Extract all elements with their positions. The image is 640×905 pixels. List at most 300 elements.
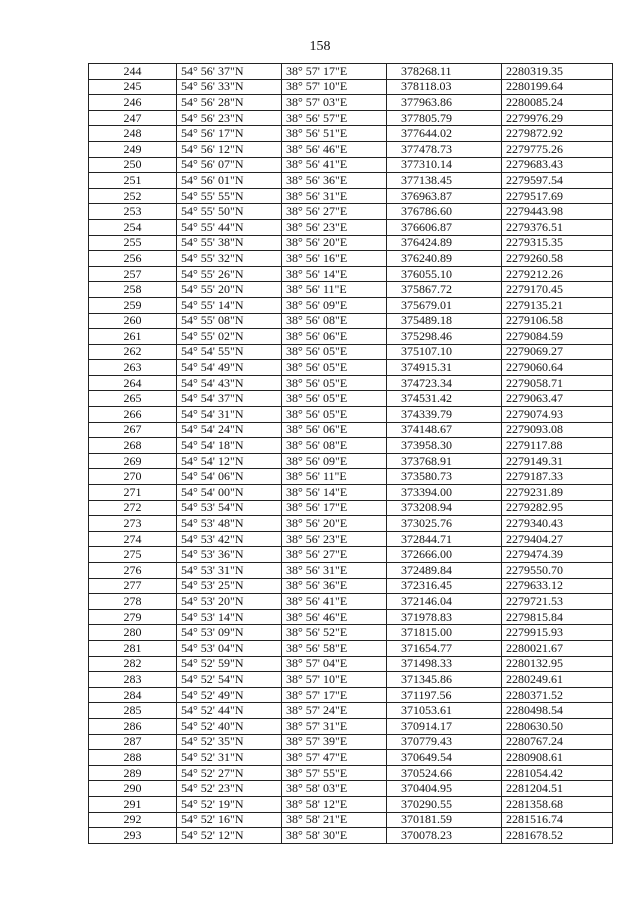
x-coordinate-cell: 373208.94: [387, 500, 502, 516]
x-coordinate-cell: 375298.46: [387, 329, 502, 345]
x-coordinate-cell: 371345.86: [387, 672, 502, 688]
x-coordinate-cell: 371197.56: [387, 687, 502, 703]
longitude-cell: 38° 56' 09"E: [282, 453, 387, 469]
point-number-cell: 284: [89, 687, 177, 703]
y-coordinate-cell: 2281678.52: [502, 828, 613, 844]
table-row: [89, 625, 613, 641]
latitude-cell: 54° 52' 44"N: [177, 703, 282, 719]
longitude-cell: 38° 56' 17"E: [282, 500, 387, 516]
longitude-cell: 38° 56' 08"E: [282, 438, 387, 454]
table-row: [89, 453, 613, 469]
table-row: [89, 578, 613, 594]
x-coordinate-cell: 370290.55: [387, 796, 502, 812]
latitude-cell: 54° 55' 44"N: [177, 219, 282, 235]
y-coordinate-cell: 2279721.53: [502, 594, 613, 610]
latitude-cell: 54° 54' 37"N: [177, 391, 282, 407]
table-row: [89, 188, 613, 204]
latitude-cell: 54° 56' 28"N: [177, 95, 282, 111]
longitude-cell: 38° 56' 05"E: [282, 360, 387, 376]
x-coordinate-cell: 373025.76: [387, 516, 502, 532]
latitude-cell: 54° 52' 35"N: [177, 734, 282, 750]
y-coordinate-cell: 2280021.67: [502, 640, 613, 656]
x-coordinate-cell: 374148.67: [387, 422, 502, 438]
latitude-cell: 54° 54' 43"N: [177, 375, 282, 391]
latitude-cell: 54° 53' 36"N: [177, 547, 282, 563]
point-number-cell: 258: [89, 282, 177, 298]
table-row: [89, 656, 613, 672]
y-coordinate-cell: 2279170.45: [502, 282, 613, 298]
x-coordinate-cell: 376424.89: [387, 235, 502, 251]
y-coordinate-cell: 2279282.95: [502, 500, 613, 516]
point-number-cell: 286: [89, 718, 177, 734]
longitude-cell: 38° 56' 23"E: [282, 531, 387, 547]
point-number-cell: 248: [89, 126, 177, 142]
latitude-cell: 54° 56' 07"N: [177, 157, 282, 173]
latitude-cell: 54° 54' 12"N: [177, 453, 282, 469]
latitude-cell: 54° 55' 08"N: [177, 313, 282, 329]
y-coordinate-cell: 2279517.69: [502, 188, 613, 204]
point-number-cell: 266: [89, 407, 177, 423]
x-coordinate-cell: 372146.04: [387, 594, 502, 610]
table-row: [89, 79, 613, 95]
latitude-cell: 54° 55' 55"N: [177, 188, 282, 204]
point-number-cell: 291: [89, 796, 177, 812]
table-row: [89, 609, 613, 625]
latitude-cell: 54° 53' 04"N: [177, 640, 282, 656]
longitude-cell: 38° 56' 05"E: [282, 407, 387, 423]
y-coordinate-cell: 2281204.51: [502, 781, 613, 797]
latitude-cell: 54° 54' 55"N: [177, 344, 282, 360]
point-number-cell: 267: [89, 422, 177, 438]
x-coordinate-cell: 372316.45: [387, 578, 502, 594]
x-coordinate-cell: 373394.00: [387, 485, 502, 501]
y-coordinate-cell: 2281358.68: [502, 796, 613, 812]
table-row: [89, 828, 613, 844]
x-coordinate-cell: 378118.03: [387, 79, 502, 95]
x-coordinate-cell: 375107.10: [387, 344, 502, 360]
table-row: [89, 781, 613, 797]
longitude-cell: 38° 56' 36"E: [282, 578, 387, 594]
y-coordinate-cell: 2279260.58: [502, 251, 613, 267]
table-row: [89, 375, 613, 391]
y-coordinate-cell: 2279633.12: [502, 578, 613, 594]
point-number-cell: 269: [89, 453, 177, 469]
point-number-cell: 251: [89, 173, 177, 189]
x-coordinate-cell: 371053.61: [387, 703, 502, 719]
x-coordinate-cell: 373958.30: [387, 438, 502, 454]
point-number-cell: 261: [89, 329, 177, 345]
latitude-cell: 54° 53' 31"N: [177, 563, 282, 579]
longitude-cell: 38° 56' 23"E: [282, 219, 387, 235]
y-coordinate-cell: 2280085.24: [502, 95, 613, 111]
point-number-cell: 247: [89, 110, 177, 126]
point-number-cell: 257: [89, 266, 177, 282]
y-coordinate-cell: 2279135.21: [502, 297, 613, 313]
x-coordinate-cell: 376606.87: [387, 219, 502, 235]
table-row: [89, 547, 613, 563]
longitude-cell: 38° 56' 31"E: [282, 188, 387, 204]
latitude-cell: 54° 53' 54"N: [177, 500, 282, 516]
longitude-cell: 38° 56' 05"E: [282, 391, 387, 407]
latitude-cell: 54° 52' 23"N: [177, 781, 282, 797]
table-row: [89, 687, 613, 703]
latitude-cell: 54° 53' 09"N: [177, 625, 282, 641]
y-coordinate-cell: 2279815.84: [502, 609, 613, 625]
x-coordinate-cell: 377963.86: [387, 95, 502, 111]
latitude-cell: 54° 55' 26"N: [177, 266, 282, 282]
latitude-cell: 54° 55' 02"N: [177, 329, 282, 345]
longitude-cell: 38° 58' 12"E: [282, 796, 387, 812]
x-coordinate-cell: 376786.60: [387, 204, 502, 220]
point-number-cell: 277: [89, 578, 177, 594]
longitude-cell: 38° 56' 08"E: [282, 313, 387, 329]
longitude-cell: 38° 57' 24"E: [282, 703, 387, 719]
x-coordinate-cell: 372489.84: [387, 563, 502, 579]
point-number-cell: 279: [89, 609, 177, 625]
x-coordinate-cell: 375489.18: [387, 313, 502, 329]
point-number-cell: 255: [89, 235, 177, 251]
latitude-cell: 54° 54' 31"N: [177, 407, 282, 423]
longitude-cell: 38° 58' 03"E: [282, 781, 387, 797]
table-row: [89, 313, 613, 329]
longitude-cell: 38° 56' 31"E: [282, 563, 387, 579]
point-number-cell: 280: [89, 625, 177, 641]
longitude-cell: 38° 56' 20"E: [282, 516, 387, 532]
point-number-cell: 283: [89, 672, 177, 688]
table-row: [89, 391, 613, 407]
y-coordinate-cell: 2280498.54: [502, 703, 613, 719]
longitude-cell: 38° 57' 10"E: [282, 672, 387, 688]
table-row: [89, 812, 613, 828]
point-number-cell: 249: [89, 141, 177, 157]
latitude-cell: 54° 52' 49"N: [177, 687, 282, 703]
point-number-cell: 254: [89, 219, 177, 235]
longitude-cell: 38° 56' 57"E: [282, 110, 387, 126]
x-coordinate-cell: 375679.01: [387, 297, 502, 313]
table-row: [89, 251, 613, 267]
y-coordinate-cell: 2280767.24: [502, 734, 613, 750]
table-row: [89, 282, 613, 298]
y-coordinate-cell: 2279550.70: [502, 563, 613, 579]
coordinates-table-body: [89, 64, 613, 844]
table-row: [89, 266, 613, 282]
table-row: [89, 344, 613, 360]
point-number-cell: 281: [89, 640, 177, 656]
table-row: [89, 110, 613, 126]
point-number-cell: 259: [89, 297, 177, 313]
y-coordinate-cell: 2279187.33: [502, 469, 613, 485]
latitude-cell: 54° 56' 23"N: [177, 110, 282, 126]
latitude-cell: 54° 52' 31"N: [177, 750, 282, 766]
table-row: [89, 235, 613, 251]
longitude-cell: 38° 57' 55"E: [282, 765, 387, 781]
latitude-cell: 54° 53' 20"N: [177, 594, 282, 610]
longitude-cell: 38° 57' 39"E: [282, 734, 387, 750]
longitude-cell: 38° 56' 27"E: [282, 204, 387, 220]
table-row: [89, 219, 613, 235]
longitude-cell: 38° 56' 11"E: [282, 282, 387, 298]
x-coordinate-cell: 374723.34: [387, 375, 502, 391]
y-coordinate-cell: 2279597.54: [502, 173, 613, 189]
y-coordinate-cell: 2280371.52: [502, 687, 613, 703]
table-row: [89, 640, 613, 656]
latitude-cell: 54° 56' 01"N: [177, 173, 282, 189]
x-coordinate-cell: 376963.87: [387, 188, 502, 204]
table-row: [89, 672, 613, 688]
point-number-cell: 252: [89, 188, 177, 204]
table-row: [89, 734, 613, 750]
latitude-cell: 54° 56' 33"N: [177, 79, 282, 95]
longitude-cell: 38° 57' 10"E: [282, 79, 387, 95]
latitude-cell: 54° 52' 19"N: [177, 796, 282, 812]
longitude-cell: 38° 58' 30"E: [282, 828, 387, 844]
point-number-cell: 250: [89, 157, 177, 173]
longitude-cell: 38° 56' 06"E: [282, 329, 387, 345]
y-coordinate-cell: 2279340.43: [502, 516, 613, 532]
table-row: [89, 329, 613, 345]
y-coordinate-cell: 2279315.35: [502, 235, 613, 251]
table-row: [89, 297, 613, 313]
point-number-cell: 265: [89, 391, 177, 407]
table-row: [89, 718, 613, 734]
latitude-cell: 54° 55' 20"N: [177, 282, 282, 298]
y-coordinate-cell: 2279872.92: [502, 126, 613, 142]
point-number-cell: 270: [89, 469, 177, 485]
point-number-cell: 268: [89, 438, 177, 454]
longitude-cell: 38° 56' 05"E: [282, 375, 387, 391]
longitude-cell: 38° 56' 52"E: [282, 625, 387, 641]
table-row: [89, 157, 613, 173]
point-number-cell: 253: [89, 204, 177, 220]
latitude-cell: 54° 52' 16"N: [177, 812, 282, 828]
point-number-cell: 282: [89, 656, 177, 672]
latitude-cell: 54° 55' 14"N: [177, 297, 282, 313]
x-coordinate-cell: 374915.31: [387, 360, 502, 376]
x-coordinate-cell: 370181.59: [387, 812, 502, 828]
x-coordinate-cell: 377138.45: [387, 173, 502, 189]
y-coordinate-cell: 2279683.43: [502, 157, 613, 173]
longitude-cell: 38° 56' 41"E: [282, 594, 387, 610]
x-coordinate-cell: 372844.71: [387, 531, 502, 547]
y-coordinate-cell: 2280249.61: [502, 672, 613, 688]
y-coordinate-cell: 2279443.98: [502, 204, 613, 220]
longitude-cell: 38° 56' 16"E: [282, 251, 387, 267]
x-coordinate-cell: 376055.10: [387, 266, 502, 282]
y-coordinate-cell: 2279404.27: [502, 531, 613, 547]
table-row: [89, 64, 613, 80]
y-coordinate-cell: 2280199.64: [502, 79, 613, 95]
longitude-cell: 38° 56' 06"E: [282, 422, 387, 438]
y-coordinate-cell: 2279117.88: [502, 438, 613, 454]
point-number-cell: 292: [89, 812, 177, 828]
y-coordinate-cell: 2279093.08: [502, 422, 613, 438]
x-coordinate-cell: 377805.79: [387, 110, 502, 126]
table-row: [89, 703, 613, 719]
table-row: [89, 422, 613, 438]
longitude-cell: 38° 56' 05"E: [282, 344, 387, 360]
latitude-cell: 54° 53' 25"N: [177, 578, 282, 594]
x-coordinate-cell: 378268.11: [387, 64, 502, 80]
x-coordinate-cell: 377644.02: [387, 126, 502, 142]
latitude-cell: 54° 52' 27"N: [177, 765, 282, 781]
point-number-cell: 275: [89, 547, 177, 563]
point-number-cell: 290: [89, 781, 177, 797]
table-row: [89, 173, 613, 189]
point-number-cell: 256: [89, 251, 177, 267]
x-coordinate-cell: 371978.83: [387, 609, 502, 625]
latitude-cell: 54° 52' 59"N: [177, 656, 282, 672]
point-number-cell: 276: [89, 563, 177, 579]
y-coordinate-cell: 2281516.74: [502, 812, 613, 828]
point-number-cell: 272: [89, 500, 177, 516]
point-number-cell: 287: [89, 734, 177, 750]
longitude-cell: 38° 56' 27"E: [282, 547, 387, 563]
y-coordinate-cell: 2280319.35: [502, 64, 613, 80]
table-row: [89, 594, 613, 610]
table-row: [89, 765, 613, 781]
point-number-cell: 260: [89, 313, 177, 329]
x-coordinate-cell: 370524.66: [387, 765, 502, 781]
y-coordinate-cell: 2279212.26: [502, 266, 613, 282]
point-number-cell: 244: [89, 64, 177, 80]
y-coordinate-cell: 2279106.58: [502, 313, 613, 329]
x-coordinate-cell: 370078.23: [387, 828, 502, 844]
latitude-cell: 54° 54' 06"N: [177, 469, 282, 485]
y-coordinate-cell: 2279063.47: [502, 391, 613, 407]
table-row: [89, 438, 613, 454]
y-coordinate-cell: 2279084.59: [502, 329, 613, 345]
x-coordinate-cell: 373768.91: [387, 453, 502, 469]
point-number-cell: 293: [89, 828, 177, 844]
latitude-cell: 54° 53' 48"N: [177, 516, 282, 532]
longitude-cell: 38° 56' 51"E: [282, 126, 387, 142]
longitude-cell: 38° 56' 36"E: [282, 173, 387, 189]
latitude-cell: 54° 55' 38"N: [177, 235, 282, 251]
longitude-cell: 38° 58' 21"E: [282, 812, 387, 828]
longitude-cell: 38° 57' 31"E: [282, 718, 387, 734]
y-coordinate-cell: 2279231.89: [502, 485, 613, 501]
point-number-cell: 264: [89, 375, 177, 391]
x-coordinate-cell: 375867.72: [387, 282, 502, 298]
y-coordinate-cell: 2280132.95: [502, 656, 613, 672]
table-row: [89, 407, 613, 423]
longitude-cell: 38° 56' 20"E: [282, 235, 387, 251]
y-coordinate-cell: 2279069.27: [502, 344, 613, 360]
latitude-cell: 54° 52' 40"N: [177, 718, 282, 734]
table-row: [89, 204, 613, 220]
x-coordinate-cell: 370404.95: [387, 781, 502, 797]
point-number-cell: 288: [89, 750, 177, 766]
longitude-cell: 38° 56' 11"E: [282, 469, 387, 485]
table-row: [89, 485, 613, 501]
latitude-cell: 54° 53' 42"N: [177, 531, 282, 547]
table-row: [89, 531, 613, 547]
y-coordinate-cell: 2279915.93: [502, 625, 613, 641]
y-coordinate-cell: 2279058.71: [502, 375, 613, 391]
latitude-cell: 54° 56' 17"N: [177, 126, 282, 142]
y-coordinate-cell: 2279376.51: [502, 219, 613, 235]
y-coordinate-cell: 2280630.50: [502, 718, 613, 734]
table-row: [89, 563, 613, 579]
table-row: [89, 95, 613, 111]
y-coordinate-cell: 2279149.31: [502, 453, 613, 469]
x-coordinate-cell: 370914.17: [387, 718, 502, 734]
latitude-cell: 54° 54' 24"N: [177, 422, 282, 438]
latitude-cell: 54° 56' 37"N: [177, 64, 282, 80]
y-coordinate-cell: 2280908.61: [502, 750, 613, 766]
longitude-cell: 38° 56' 14"E: [282, 266, 387, 282]
longitude-cell: 38° 57' 17"E: [282, 687, 387, 703]
point-number-cell: 289: [89, 765, 177, 781]
x-coordinate-cell: 376240.89: [387, 251, 502, 267]
x-coordinate-cell: 371498.33: [387, 656, 502, 672]
table-row: [89, 750, 613, 766]
longitude-cell: 38° 56' 09"E: [282, 297, 387, 313]
y-coordinate-cell: 2279060.64: [502, 360, 613, 376]
page-number: 158: [309, 39, 331, 54]
y-coordinate-cell: 2281054.42: [502, 765, 613, 781]
longitude-cell: 38° 57' 47"E: [282, 750, 387, 766]
table-row: [89, 141, 613, 157]
latitude-cell: 54° 53' 14"N: [177, 609, 282, 625]
x-coordinate-cell: 370779.43: [387, 734, 502, 750]
latitude-cell: 54° 55' 50"N: [177, 204, 282, 220]
point-number-cell: 278: [89, 594, 177, 610]
latitude-cell: 54° 54' 18"N: [177, 438, 282, 454]
point-number-cell: 273: [89, 516, 177, 532]
longitude-cell: 38° 56' 41"E: [282, 157, 387, 173]
point-number-cell: 285: [89, 703, 177, 719]
longitude-cell: 38° 56' 46"E: [282, 609, 387, 625]
table-row: [89, 796, 613, 812]
longitude-cell: 38° 57' 17"E: [282, 64, 387, 80]
table-row: [89, 126, 613, 142]
x-coordinate-cell: 371654.77: [387, 640, 502, 656]
point-number-cell: 271: [89, 485, 177, 501]
y-coordinate-cell: 2279775.26: [502, 141, 613, 157]
x-coordinate-cell: 371815.00: [387, 625, 502, 641]
longitude-cell: 38° 57' 03"E: [282, 95, 387, 111]
latitude-cell: 54° 52' 54"N: [177, 672, 282, 688]
longitude-cell: 38° 56' 46"E: [282, 141, 387, 157]
x-coordinate-cell: 374531.42: [387, 391, 502, 407]
x-coordinate-cell: 370649.54: [387, 750, 502, 766]
y-coordinate-cell: 2279074.93: [502, 407, 613, 423]
point-number-cell: 246: [89, 95, 177, 111]
x-coordinate-cell: 377310.14: [387, 157, 502, 173]
latitude-cell: 54° 54' 49"N: [177, 360, 282, 376]
latitude-cell: 54° 56' 12"N: [177, 141, 282, 157]
latitude-cell: 54° 55' 32"N: [177, 251, 282, 267]
point-number-cell: 245: [89, 79, 177, 95]
longitude-cell: 38° 56' 14"E: [282, 485, 387, 501]
latitude-cell: 54° 52' 12"N: [177, 828, 282, 844]
latitude-cell: 54° 54' 00"N: [177, 485, 282, 501]
table-row: [89, 516, 613, 532]
point-number-cell: 263: [89, 360, 177, 376]
point-number-cell: 274: [89, 531, 177, 547]
x-coordinate-cell: 377478.73: [387, 141, 502, 157]
table-row: [89, 469, 613, 485]
y-coordinate-cell: 2279976.29: [502, 110, 613, 126]
x-coordinate-cell: 373580.73: [387, 469, 502, 485]
coordinates-table: [88, 63, 613, 844]
point-number-cell: 262: [89, 344, 177, 360]
longitude-cell: 38° 56' 58"E: [282, 640, 387, 656]
x-coordinate-cell: 372666.00: [387, 547, 502, 563]
longitude-cell: 38° 57' 04"E: [282, 656, 387, 672]
table-row: [89, 360, 613, 376]
